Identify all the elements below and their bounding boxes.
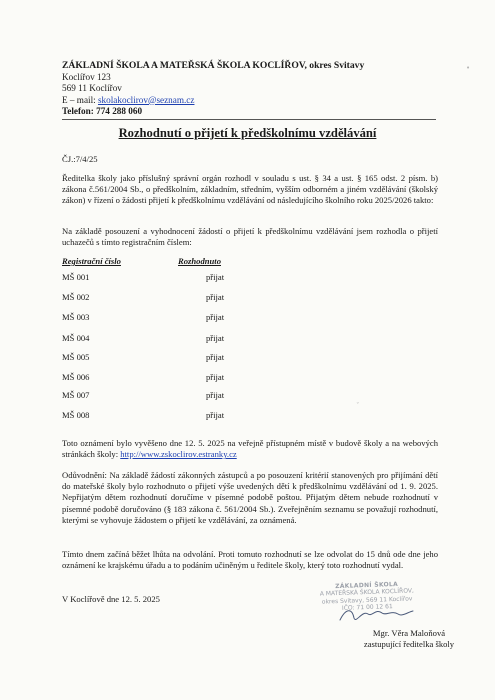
decision-value: přijat — [206, 390, 225, 400]
stamp-line: A MATEŘSKÁ ŠKOLA KOCLÍŘOV, — [319, 587, 415, 599]
table-row — [0, 390, 495, 402]
table-row — [0, 352, 495, 364]
scan-mark: ˇ — [356, 402, 360, 410]
decision-value: přijat — [206, 352, 225, 362]
intro-paragraph: Ředitelka školy jako příslušný správní orgán rozhodl v souladu s ust. § 34 a ust. § 165 odst. 2 písm. b) zákona č.561/2004 Sb., o předškolním, základním, středním, vyšším odborném a jiném vzdělávání (školský zákon) v řízení o žádosti přijetí k předškolnímu vzdělávání od následujícího školního roku 2025/2026 takto: — [62, 173, 438, 206]
school-website-link[interactable]: http://www.zskoclirov.estranky.cz — [120, 449, 237, 460]
column-header-decision: Rozhodnuto — [178, 256, 221, 266]
table-row — [0, 292, 495, 304]
signer-role: zastupující ředitelka školy — [363, 639, 455, 649]
decision-value: přijat — [206, 312, 225, 322]
registration-code: MŠ 003 — [62, 312, 90, 322]
decision-value: přijat — [206, 272, 225, 282]
document-title: Rozhodnutí o přijetí k předškolnímu vzdělávání — [118, 126, 377, 140]
table-row — [0, 372, 495, 384]
school-name-line — [62, 60, 462, 72]
decision-paragraph: Na základě posouzení a vyhodnocení žádostí o přijetí k předškolnímu vzdělávání jsem rozhodla o přijetí uchazečů s tímto registračním číslem: — [62, 226, 438, 248]
decision-value: přijat — [206, 292, 225, 302]
header-divider — [62, 119, 436, 120]
decision-value: přijat — [206, 333, 225, 343]
registration-code: MŠ 001 — [62, 272, 90, 282]
reference-number: ČJ.:7/4/25 — [62, 154, 98, 164]
table-row — [0, 410, 495, 422]
column-header-registration: Registrační číslo — [62, 256, 121, 266]
registration-code: MŠ 005 — [62, 352, 90, 362]
email-label: E – mail: — [62, 94, 96, 105]
address-city: 569 11 Koclířov — [62, 83, 122, 94]
posting-notice — [62, 438, 438, 460]
scan-mark: • — [466, 64, 471, 72]
handwritten-signature — [336, 604, 416, 626]
justification-paragraph: Odůvodnění: Na základě žádostí zákonných zástupců a po posouzení kritérií stanovených pro přijímání dětí do mateřské školy bylo rozhodnuto o přijetí výše uvedených dětí k předškolnímu vzdělávání od 1. 9. 2025. Nepřijatým dětem rozhodnutí doručíme v písemné podobě poštou. Přijatým dětem nebude rozhodnutí v písemné podobě doručováno (§ 183 zákona č. 561/2004 Sb.). Zveřejněním seznamu se považují rozhodnutí, kterými se vyhovuje žádostem o přijetí ke vzdělávání, za oznámená. — [62, 470, 438, 525]
appeal-paragraph: Tímto dnem začíná běžet lhůta na odvolání. Proti tomuto rozhodnutí se lze odvolat do 15 dnů ode dne jeho oznámení ke krajskému úřadu a to podáním učiněným u ředitele školy, který toto rozhodnutí vydal. — [62, 549, 438, 571]
decision-value: přijat — [206, 410, 225, 420]
signer-block — [344, 628, 474, 650]
stamp-line: ZÁKLADNÍ ŠKOLA — [335, 580, 399, 591]
registration-code: MŠ 008 — [62, 410, 90, 420]
email-link[interactable]: skolakoclirov@seznam.cz — [97, 94, 195, 105]
school-name: ZÁKLADNÍ ŠKOLA A MATEŘSKÁ ŠKOLA KOCLÍŘOV, — [62, 60, 307, 71]
address-street: Koclířov 123 — [62, 71, 111, 82]
registration-code: MŠ 007 — [62, 390, 90, 400]
email-line — [62, 95, 462, 107]
posting-notice-text: Toto oznámení bylo vyvěšeno dne 12. 5. 2025 na veřejně přístupném místě v budově školy a na webových stránkách školy: — [62, 438, 438, 460]
registration-code: MŠ 002 — [62, 292, 90, 302]
decision-value: přijat — [206, 372, 225, 382]
table-row — [0, 272, 495, 284]
place-and-date: V Koclířově dne 12. 5. 2025 — [62, 594, 160, 604]
table-row — [0, 333, 495, 345]
stamp-line: okres Svitavy, 569 11 Koclířov — [321, 595, 413, 606]
stamp-line: IČO: 71 00 12 61 — [341, 603, 393, 613]
registration-code: MŠ 004 — [62, 333, 90, 343]
letterhead — [62, 60, 462, 118]
phone-line: Telefon: 774 288 060 — [62, 106, 143, 117]
registration-code: MŠ 006 — [62, 372, 90, 382]
school-district: okres Svitavy — [309, 60, 365, 71]
table-row — [0, 312, 495, 324]
signer-name: Mgr. Věra Maloňová — [372, 628, 446, 638]
